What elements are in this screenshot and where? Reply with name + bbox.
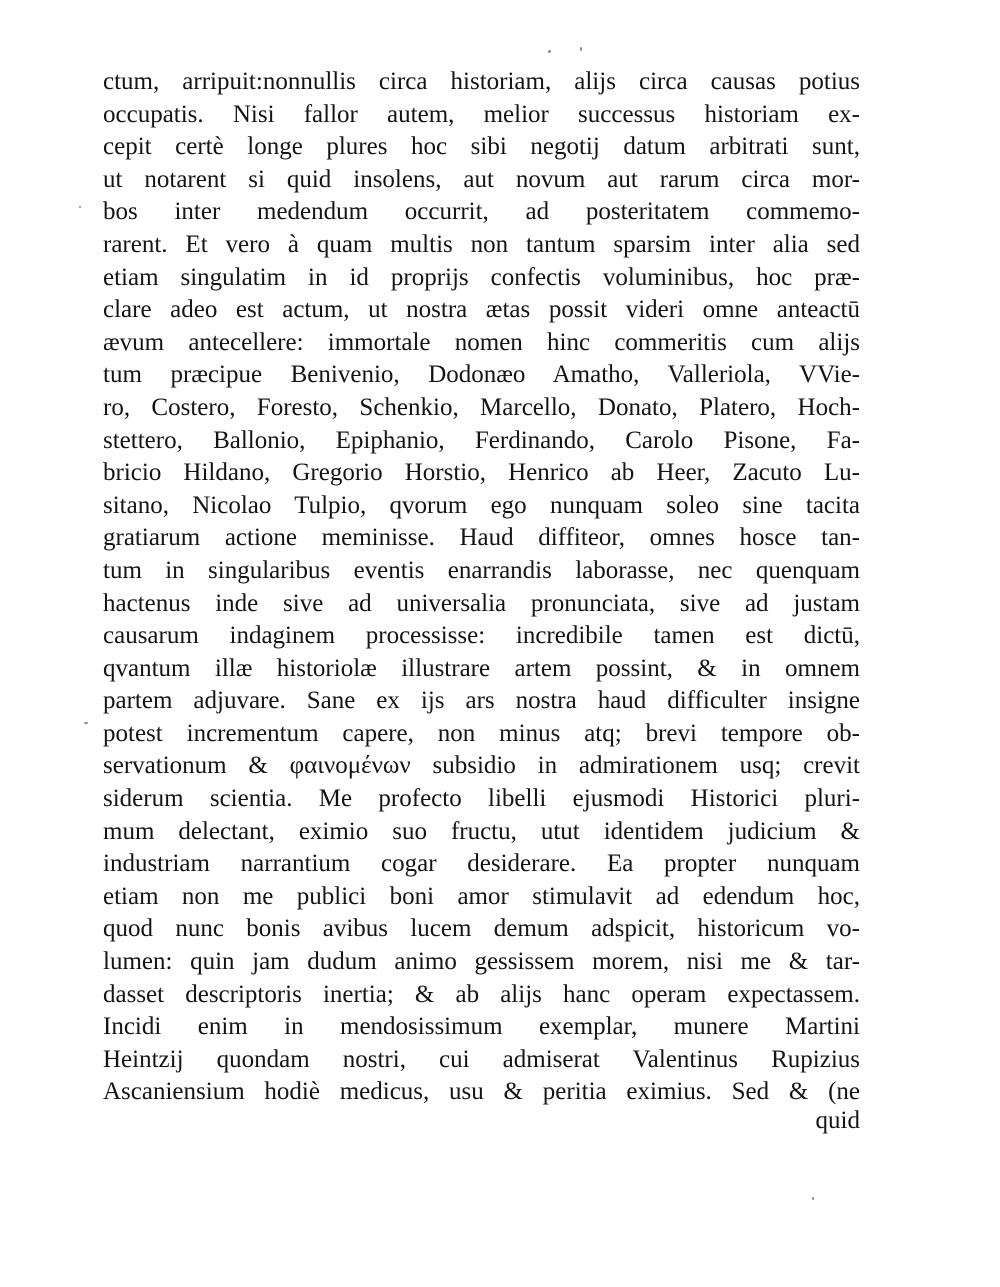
text-line: siderum scientia. Me profecto libelli ejusmodi Historici pluri- [103,785,860,813]
text-line: ut notarent si quid insolens, aut novum aut rarum circa mor- [103,165,860,193]
text-line: partem adjuvare. Sane ex ijs ars nostra haud difficulter insigne [103,687,860,715]
text-line: industriam narrantium cogar desiderare. Ea propter nunquam [103,850,860,878]
text-line: Incidi enim in mendosissimum exemplar, munere Martini [103,1013,860,1041]
text-line: causarum indaginem processisse: incredibile tamen est dictū, [103,622,860,650]
text-line: stettero, Ballonio, Epiphanio, Ferdinando, Carolo Pisone, Fa- [103,426,860,454]
text-line: tum in singularibus eventis enarrandis laborasse, nec quenquam [103,556,860,584]
text-line: sitano, Nicolao Tulpio, qvorum ego nunquam soleo sine tacita [103,491,860,519]
text-line: potest incrementum capere, non minus atq; brevi tempore ob- [103,719,860,747]
scan-speck [580,47,582,51]
text-line: ævum antecellere: immortale nomen hinc commeritis cum alijs [103,328,860,356]
text-line: quod nunc bonis avibus lucem demum adspicit, historicum vo- [103,915,860,943]
catchword-row [103,1104,860,1138]
text-line: cepit certè longe plures hoc sibi negotij datum arbitrati sunt, [103,133,860,161]
text-line: etiam non me publici boni amor stimulavit ad edendum hoc, [103,882,860,910]
scan-speck [84,722,88,724]
body-text [103,66,860,1109]
scan-speck [548,50,551,53]
text-line: qvantum illæ historiolæ illustrare artem possint, & in omnem [103,654,860,682]
text-line: gratiarum actione meminisse. Haud diffiteor, omnes hosce tan- [103,524,860,552]
scan-speck [79,206,81,208]
text-line: bos inter medendum occurrit, ad posteritatem commemo- [103,198,860,226]
text-line: etiam singulatim in id proprijs confectis voluminibus, hoc præ- [103,263,860,291]
scan-speck [812,1197,814,1200]
text-line: rarent. Et vero à quam multis non tantum sparsim inter alia sed [103,230,860,258]
text-line: dasset descriptoris inertia; & ab alijs hanc operam expectassem. [103,980,860,1008]
text-line: ro, Costero, Foresto, Schenkio, Marcello, Donato, Platero, Hoch- [103,393,860,421]
text-line: occupatis. Nisi fallor autem, melior successus historiam ex- [103,100,860,128]
text-line: servationum & φαινομένων subsidio in admirationem usq; crevit [103,752,860,780]
text-line: Ascaniensium hodiè medicus, usu & peritia eximius. Sed & (ne [103,1078,860,1106]
text-line: clare adeo est actum, ut nostra ætas possit videri omne anteactū [103,296,860,324]
text-line: mum delectant, eximio suo fructu, utut identidem judicium & [103,817,860,845]
text-line: tum præcipue Benivenio, Dodonæo Amatho, Valleriola, VVie- [103,361,860,389]
text-line: hactenus inde sive ad universalia pronunciata, sive ad justam [103,589,860,617]
catchword: quid [815,1107,860,1134]
text-line: ctum, arripuit:nonnullis circa historiam, alijs circa causas potius [103,68,860,95]
text-line: bricio Hildano, Gregorio Horstio, Henrico ab Heer, Zacuto Lu- [103,459,860,487]
text-line: Heintzij quondam nostri, cui admiserat Valentinus Rupizius [103,1045,860,1073]
text-line: lumen: quin jam dudum animo gessissem morem, nisi me & tar- [103,948,860,976]
